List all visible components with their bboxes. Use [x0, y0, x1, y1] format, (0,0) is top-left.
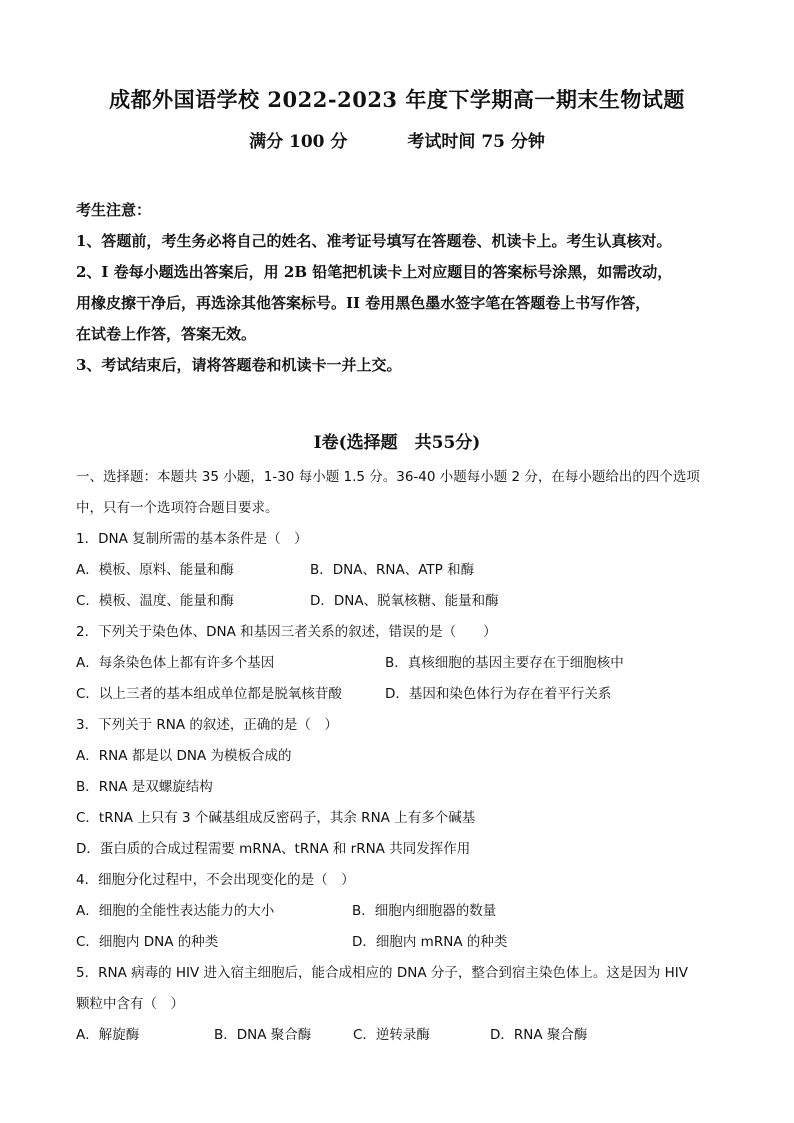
exam-time: 考试时间 75 分钟 — [407, 132, 545, 152]
option-b: B．DNA、RNA、ATP 和酶 — [310, 562, 475, 578]
option-row — [76, 927, 726, 958]
exam-meta — [0, 127, 794, 152]
notice-line: 2、I 卷每小题选出答案后，用 2B 铅笔把机读卡上对应题目的答案标号涂黑，如需改动， — [76, 263, 673, 281]
option-d: D．基因和染色体行为存在着平行关系 — [385, 686, 612, 702]
notice-line: 在试卷上作答，答案无效。 — [76, 325, 257, 343]
option-c: C．以上三者的基本组成单位都是脱氧核苷酸 — [76, 686, 342, 702]
option-a: A．模板、原料、能量和酶 — [76, 562, 234, 578]
questions-block — [76, 462, 726, 1051]
option-c: C．tRNA 上只有 3 个碱基组成反密码子，其余 RNA 上有多个碱基 — [76, 810, 476, 826]
notice-heading: 考生注意： — [76, 201, 152, 219]
section-intro: 中，只有一个选项符合题目要求。 — [76, 500, 279, 516]
option-c: C．模板、温度、能量和酶 — [76, 593, 234, 609]
option-d: D．蛋白质的合成过程需要 mRNA、tRNA 和 rRNA 共同发挥作用 — [76, 841, 471, 857]
option-c: C．细胞内 DNA 的种类 — [76, 934, 219, 950]
question-stem: 3．下列关于 RNA 的叙述，正确的是（ ） — [76, 717, 338, 733]
option-a: A．细胞的全能性表达能力的大小 — [76, 903, 275, 919]
option-row — [76, 679, 726, 710]
page-title: 成都外国语学校 2022-2023 年度下学期高一期末生物试题 — [109, 87, 685, 112]
notice-line: 3、考试结束后，请将答题卷和机读卡一并上交。 — [76, 356, 402, 374]
option-d: D．细胞内 mRNA 的种类 — [352, 934, 508, 950]
question-stem: 5．RNA 病毒的 HIV 进入宿主细胞后，能合成相应的 DNA 分子，整合到宿主染色体上。这是因为 HIV — [76, 965, 689, 981]
notice-line: 用橡皮擦干净后，再选涂其他答案标号。II 卷用黑色墨水签字笔在答题卷上书写作答， — [76, 294, 651, 312]
option-a: A．每条染色体上都有许多个基因 — [76, 655, 275, 671]
option-row — [76, 586, 726, 617]
option-row — [76, 896, 726, 927]
notice-block — [76, 195, 726, 381]
question-stem: 1．DNA 复制所需的基本条件是（ ） — [76, 531, 308, 547]
option-row — [76, 648, 726, 679]
option-row — [76, 555, 726, 586]
option-d: D．RNA 聚合酶 — [490, 1027, 588, 1043]
notice-line: 1、答题前，考生务必将自己的姓名、准考证号填写在答题卷、机读卡上。考生认真核对。 — [76, 232, 672, 250]
full-score: 满分 100 分 — [249, 132, 348, 152]
option-a: A．解旋酶 — [76, 1027, 140, 1043]
question-stem: 颗粒中含有（ ） — [76, 996, 184, 1012]
option-a: A．RNA 都是以 DNA 为模板合成的 — [76, 748, 292, 764]
option-c: C．逆转录酶 — [353, 1027, 430, 1043]
option-b: B．细胞内细胞器的数量 — [352, 903, 497, 919]
option-b: B．RNA 是双螺旋结构 — [76, 779, 213, 795]
option-b: B．DNA 聚合酶 — [214, 1027, 312, 1043]
option-d: D．DNA、脱氧核糖、能量和酶 — [310, 593, 499, 609]
section-title: I卷(选择题 共55分) — [313, 433, 481, 453]
option-row — [76, 1020, 726, 1051]
question-stem: 2．下列关于染色体、DNA 和基因三者关系的叙述，错误的是（ ） — [76, 624, 497, 640]
section-intro: 一、选择题：本题共 35 小题，1-30 每小题 1.5 分。36-40 小题每小题 2 分，在每小题给出的四个选项 — [76, 469, 700, 485]
option-b: B．真核细胞的基因主要存在于细胞核中 — [385, 655, 624, 671]
question-stem: 4．细胞分化过程中，不会出现变化的是（ ） — [76, 872, 355, 888]
